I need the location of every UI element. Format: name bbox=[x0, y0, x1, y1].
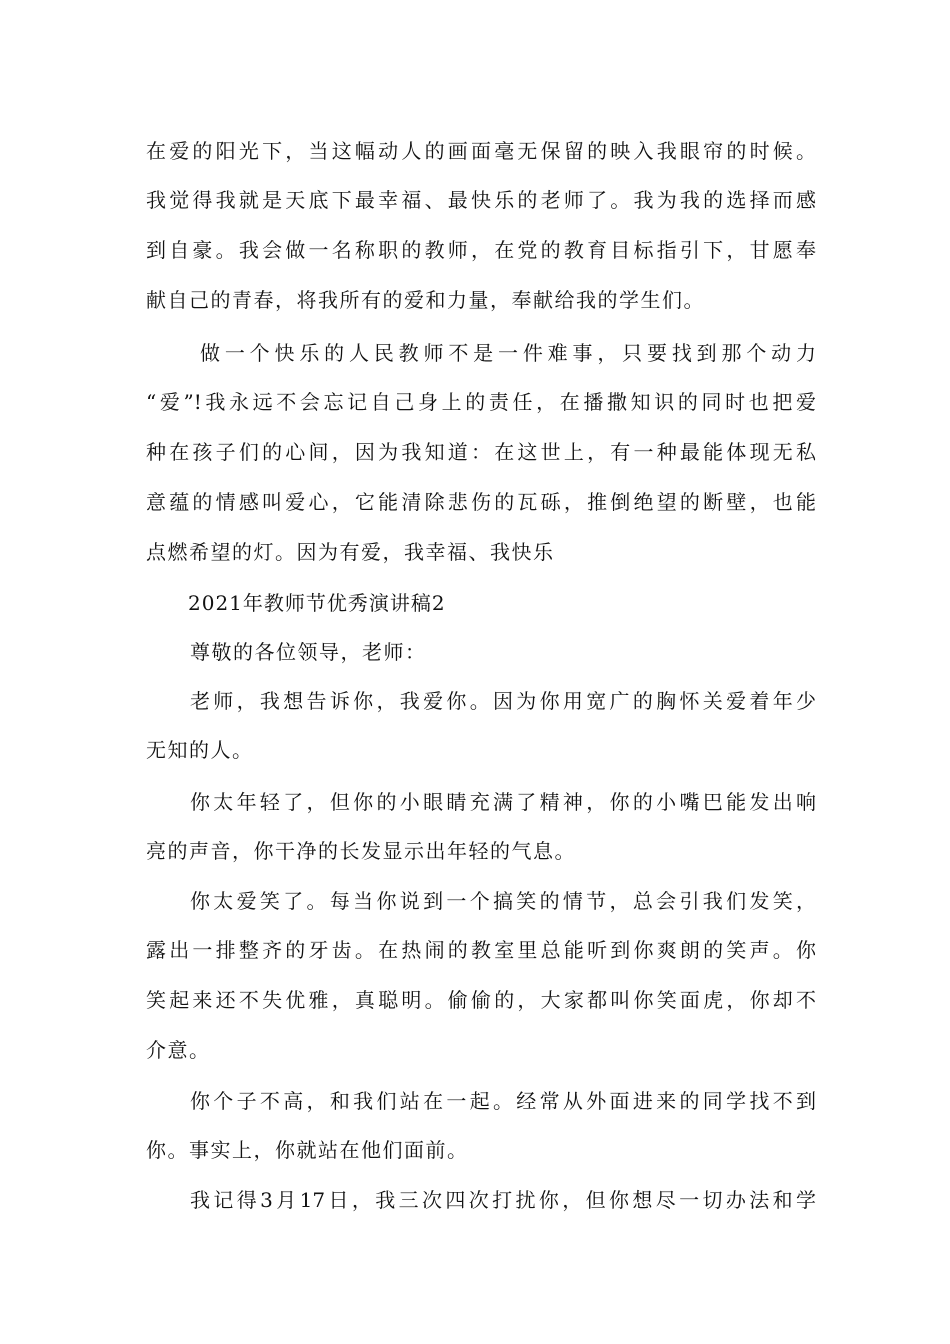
text-line: 无知的人。 bbox=[146, 738, 254, 762]
paragraph-first-line: 做一个快乐的人民教师不是一件难事，只要找到那个动力 bbox=[200, 341, 816, 365]
text-line: 点燃希望的灯。因为有爱，我幸福、我快乐 bbox=[146, 540, 555, 564]
text-line: 亮的声音，你干净的长发显示出年轻的气息。 bbox=[146, 839, 576, 863]
text-line: 笑起来还不失优雅，真聪明。偷偷的，大家都叫你笑面虎，你却不 bbox=[146, 988, 816, 1012]
text-line: 介意。 bbox=[146, 1038, 211, 1062]
paragraph-first-line: 老师，我想告诉你，我爱你。因为你用宽广的胸怀关爱着年少 bbox=[190, 689, 816, 713]
text-line: 到自豪。我会做一名称职的教师，在党的教育目标指引下，甘愿奉 bbox=[146, 238, 816, 262]
paragraph-first-line: 你太爱笑了。每当你说到一个搞笑的情节，总会引我们发笑， bbox=[190, 889, 816, 913]
text-line: “爱”!我永远不会忘记自己身上的责任，在播撒知识的同时也把爱 bbox=[146, 390, 816, 414]
text-line: 种在孩子们的心间，因为我知道：在这世上，有一种最能体现无私 bbox=[146, 440, 816, 464]
paragraph-first-line: 你太年轻了，但你的小眼睛充满了精神，你的小嘴巴能发出响 bbox=[190, 790, 816, 814]
text-line: 露出一排整齐的牙齿。在热闹的教室里总能听到你爽朗的笑声。你 bbox=[146, 938, 816, 962]
text-line: 你。事实上，你就站在他们面前。 bbox=[146, 1138, 469, 1162]
text-line: 在爱的阳光下，当这幅动人的画面毫无保留的映入我眼帘的时候。 bbox=[146, 139, 816, 163]
text-line: 意蕴的情感叫爱心，它能清除悲伤的瓦砾，推倒绝望的断壁，也能 bbox=[146, 490, 816, 514]
section-heading: 2021年教师节优秀演讲稿2 bbox=[188, 591, 446, 615]
text-line: 献自己的青春，将我所有的爱和力量，奉献给我的学生们。 bbox=[146, 288, 705, 312]
paragraph-first-line: 我记得3月17日，我三次四次打扰你，但你想尽一切办法和学 bbox=[190, 1188, 816, 1212]
paragraph-first-line: 你个子不高，和我们站在一起。经常从外面进来的同学找不到 bbox=[190, 1089, 816, 1113]
text-line: 我觉得我就是天底下最幸福、最快乐的老师了。我为我的选择而感 bbox=[146, 188, 816, 212]
salutation: 尊敬的各位领导，老师： bbox=[190, 640, 427, 664]
